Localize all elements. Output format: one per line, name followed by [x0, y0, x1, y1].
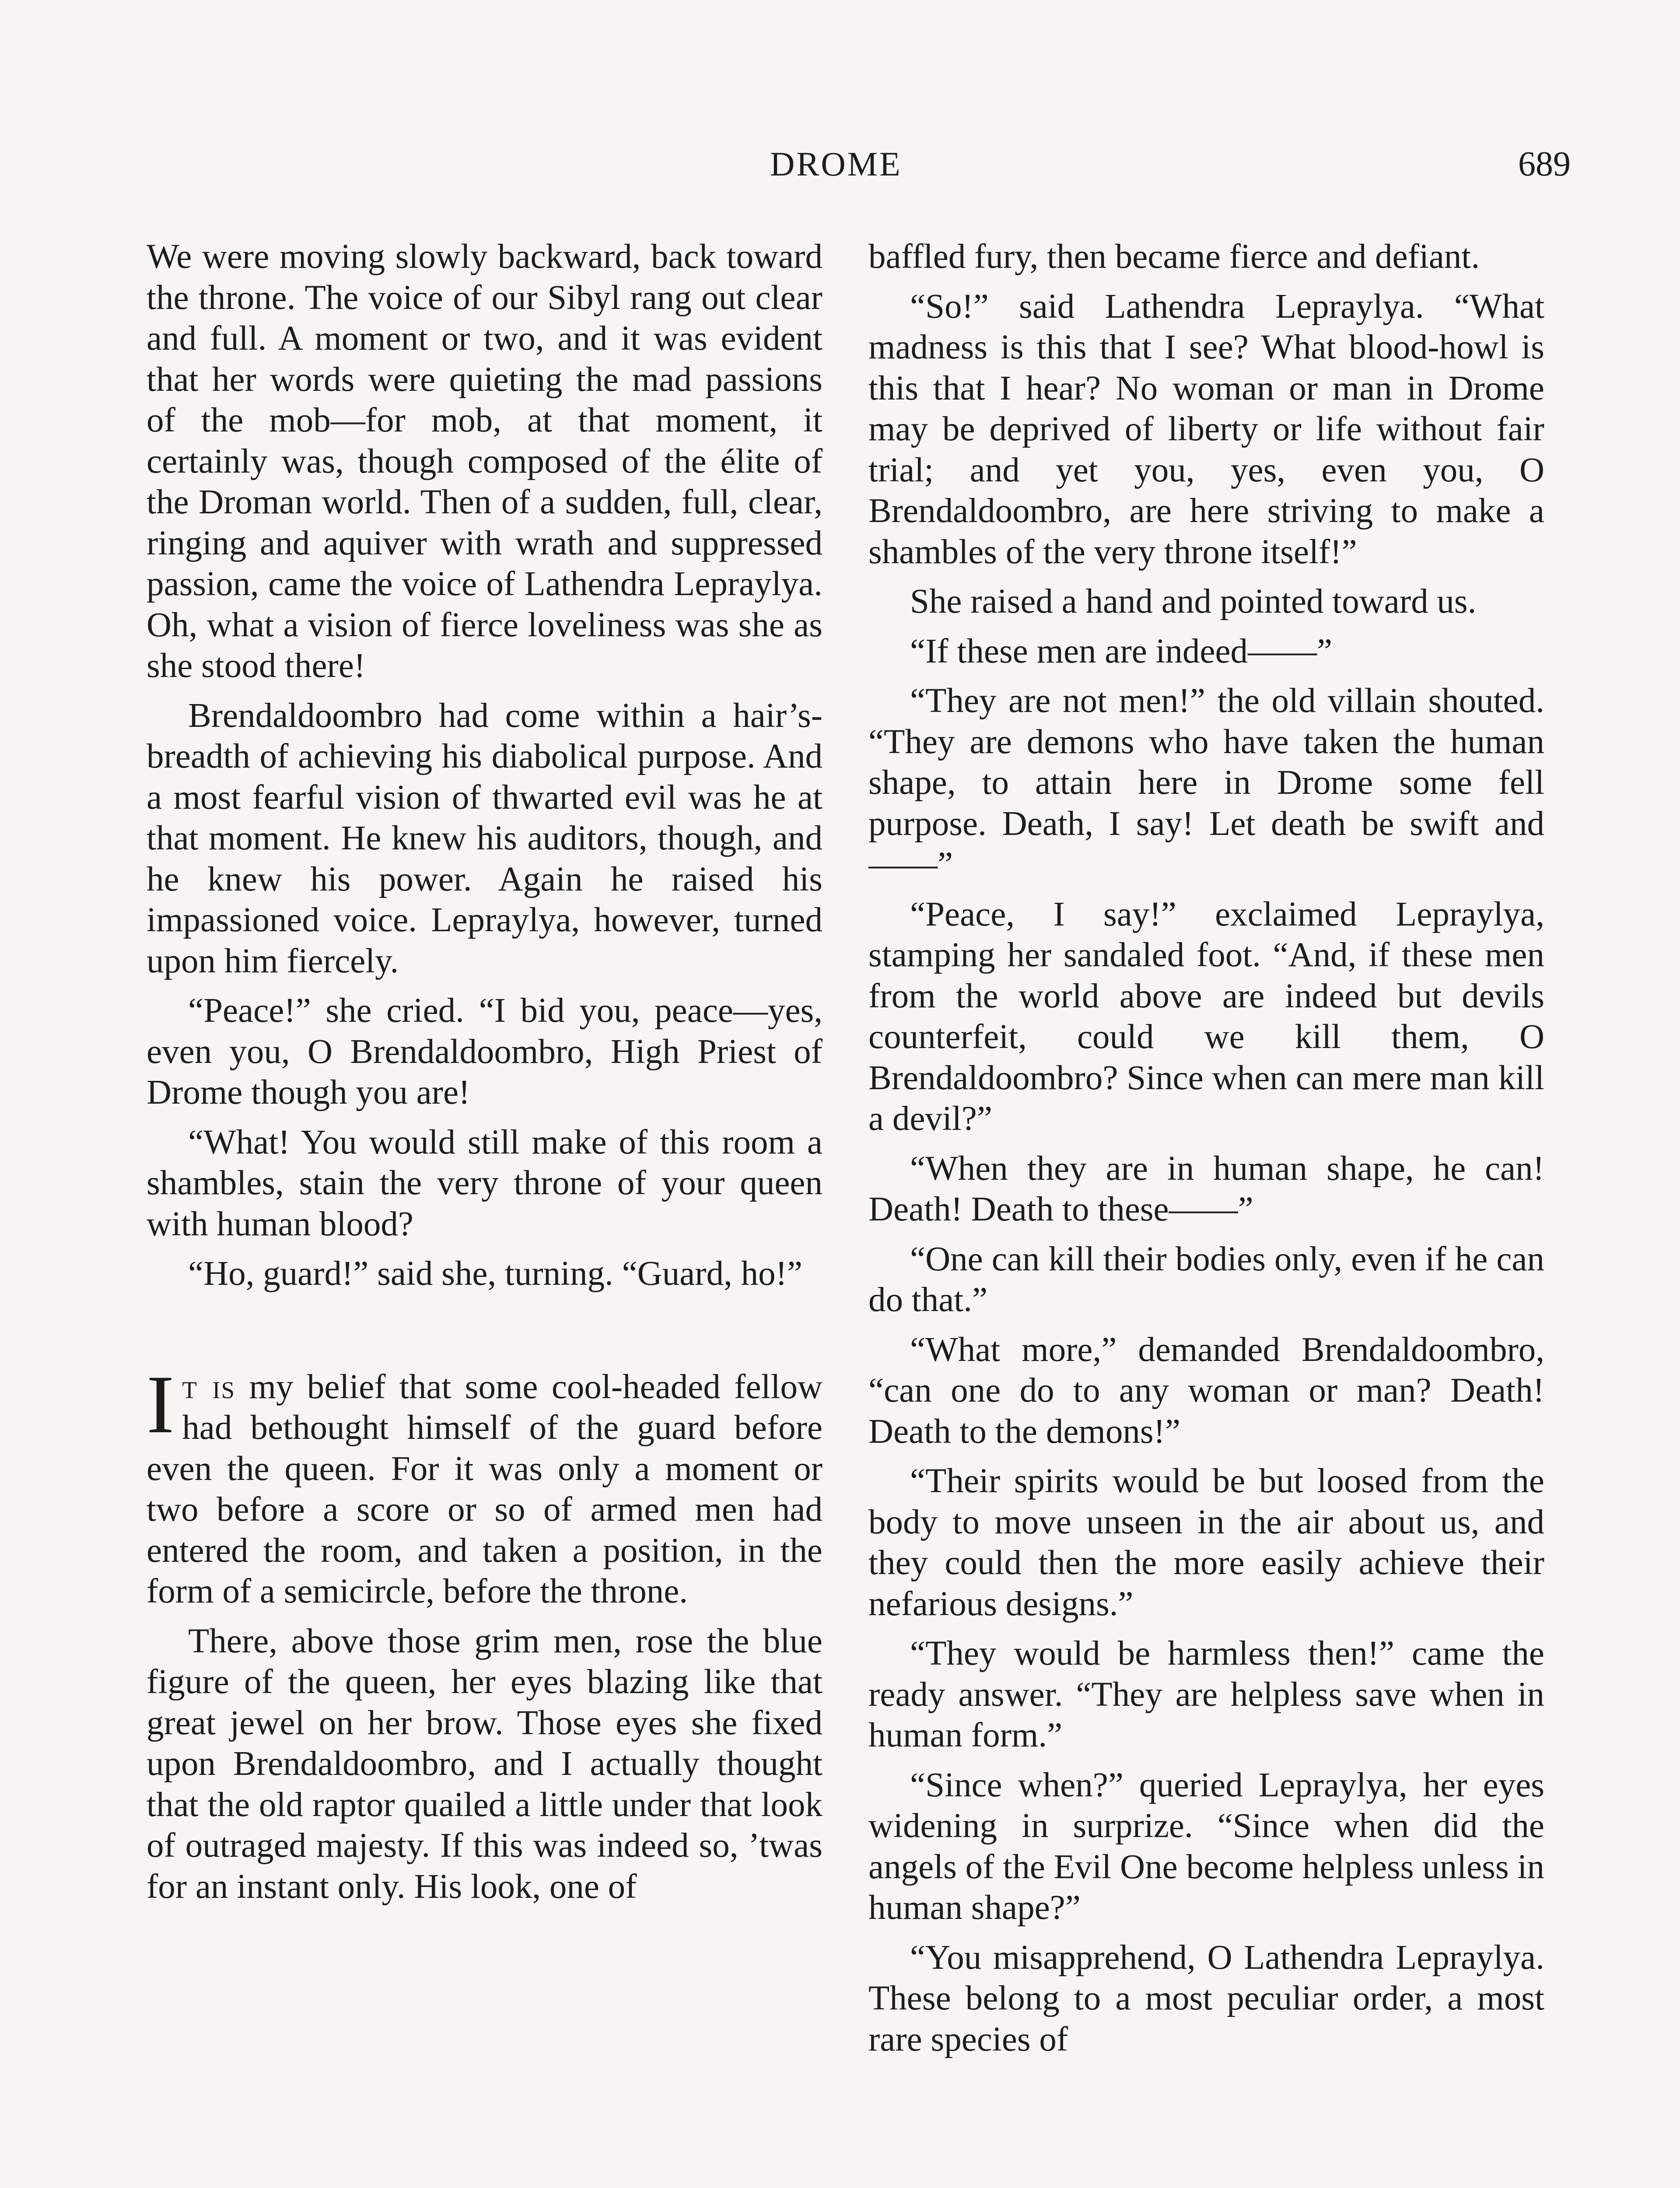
running-head	[0, 144, 1680, 193]
drop-cap: I	[147, 1358, 175, 1451]
paragraph: “What! You would still make of this room a shambles, stain the very throne of your queen with human blood?	[147, 1123, 822, 1243]
paragraph: baffled fury, then became fierce and defiant.	[868, 238, 1480, 276]
paragraph: “Their spirits would be but loosed from the body to move unseen in the air about us, and they could then the more easily achieve their nefarious designs.”	[868, 1462, 1544, 1623]
paragraph: “They are not men!” the old villain shouted. “They are demons who have taken the human shape, to attain here in Drome some fell purpose. Death, I say! Let death be swift and——”	[868, 682, 1544, 884]
paragraph: There, above those grim men, rose the blue figure of the queen, her eyes blazing like that great jewel on her brow. Those eyes she fixed upon Brendaldoombro, and I actually thought that the old raptor quailed a little under that look of outraged majesty. If this was indeed so, ’twas for an instant only. His look, one of	[147, 1622, 822, 1906]
paragraph: “If these men are indeed——”	[910, 632, 1333, 670]
paragraph: “One can kill their bodies only, even if he can do that.”	[868, 1240, 1544, 1319]
paragraph: “Ho, guard!” said she, turning. “Guard, ho!”	[188, 1255, 802, 1293]
paragraph: “So!” said Lathendra Lepraylya. “What madness is this that I see? What blood-howl is this that I hear? No woman or man in Drome may be deprived of liberty or life without fair trial; and yet you, yes, even you, O Brendaldoombro, are here striving to make a shambles of the very throne itself!”	[868, 287, 1544, 571]
small-caps-lead: t is	[182, 1368, 236, 1406]
paragraph: We were moving slowly backward, back toward the throne. The voice of our Sibyl rang out clear and full. A moment or two, and it was evident that her words were quieting the mad passions of the mob—for mob, at that moment, it certainly was, though composed of the élite of the Droman world. Then of a sudden, full, clear, ringing and aquiver with wrath and suppressed passion, came the voice of Lathendra Lepraylya. Oh, what a vision of fierce loveliness was she as she stood there!	[147, 238, 822, 685]
paragraph: “They would be harmless then!” came the ready answer. “They are helpless save when in human form.”	[868, 1634, 1544, 1754]
page-number: 689	[1518, 145, 1571, 183]
paragraph: Brendaldoombro had come within a hair’s-breadth of achieving his diabolical purpose. And a most fearful vision of thwarted evil was he at that moment. He knew his auditors, though, and he knew his power. Again he raised his impassioned voice. Lepraylya, however, turned upon him fiercely.	[147, 696, 822, 980]
section-start-paragraph	[147, 1358, 822, 1612]
paragraph: “When they are in human shape, he can! Death! Death to these——”	[868, 1149, 1544, 1228]
left-column	[147, 236, 822, 2188]
right-column	[868, 236, 1544, 2188]
paragraph: “You misapprehend, O Lathendra Lepraylya. These belong to a most peculiar order, a most rare species of	[868, 1938, 1544, 2058]
paragraph: “Peace, I say!” exclaimed Lepraylya, stamping her sandaled foot. “And, if these men from the world above are indeed but devils counterfeit, could we kill them, O Brendaldoombro? Since when can mere man kill a devil?”	[868, 895, 1544, 1138]
paragraph: “What more,” demanded Brendaldoombro, “can one do to any woman or man? Death! Death to the demons!”	[868, 1330, 1544, 1451]
page-title: DROME	[770, 145, 902, 183]
paragraph-text: my belief that some cool-headed fellow had bethought himself of the guard before even the queen. For it was only a moment or two before a score or so of armed men had entered the room, and taken a position, in the form of a semicircle, before the throne.	[147, 1368, 822, 1610]
paragraph: “Since when?” queried Lepraylya, her eyes widening in surprize. “Since when did the angels of the Evil One become helpless unless in human shape?”	[868, 1766, 1544, 1927]
paragraph: She raised a hand and pointed toward us.	[910, 582, 1477, 621]
paragraph: “Peace!” she cried. “I bid you, peace—yes, even you, O Brendaldoombro, High Priest of Drome though you are!	[147, 992, 822, 1112]
